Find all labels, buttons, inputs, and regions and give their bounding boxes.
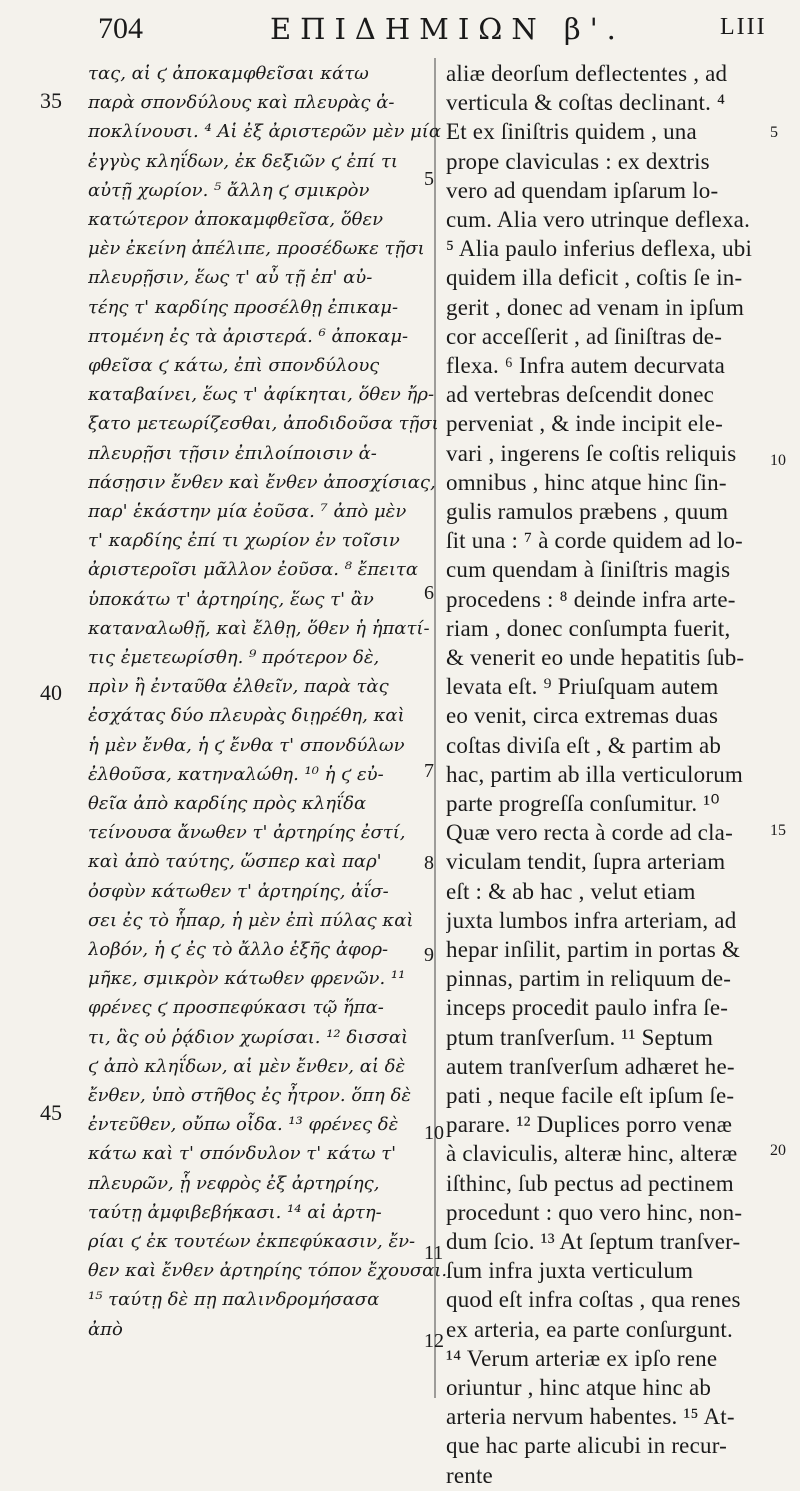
greek-text-line: θεῖα ἀπὸ καρδίης πρὸς κληΐδα	[88, 793, 367, 814]
page-number: 704	[98, 12, 143, 45]
greek-text-line: ταύτῃ ἀμφιβεβήκασι. ¹⁴ αἱ ἀρτη-	[88, 1201, 382, 1223]
latin-text-line: cum. Alia vero utrinque deflexa.	[446, 207, 751, 232]
greek-text-line: κατώτερον ἀποκαμφθεῖσα, ὅθεν	[88, 209, 384, 230]
latin-text-line: vero ad quendam ipſarum lo-	[446, 177, 719, 203]
greek-text-line: ρίαι ϛ ἐκ τουτέων ἐκπεφύκασιν, ἔν-	[88, 1231, 416, 1252]
greek-text-line: λοβόν, ἡ ϛ ἐς τὸ ἄλλο ἑξῆς ἀφορ-	[88, 939, 389, 960]
latin-text-line: pati , neque facile eſt ipſum ſe-	[446, 1083, 735, 1108]
margin-line-number: 45	[40, 1100, 62, 1125]
margin-line-number: 9	[424, 944, 434, 966]
latin-text-line: quidem illa deficit , coſtis ſe in-	[446, 265, 743, 291]
greek-text-line: ἐντεῦθεν, οὔπω οἶδα. ¹³ φρένες δὲ	[88, 1114, 399, 1136]
latin-text-line: que hac parte alicubi in recur-	[446, 1433, 727, 1459]
greek-text-line: τείνουσα ἄνωθεν τ' ἀρτηρίης ἐστί,	[88, 822, 406, 844]
latin-text-line: gulis ramulos præbens , quum	[446, 499, 729, 524]
greek-text-line: θεν καὶ ἔνθεν ἀρτηρίης τόπον ἔχουσαι.	[88, 1260, 448, 1282]
latin-text-line: Et ex ſiniſtris quidem , una	[446, 119, 697, 145]
latin-text-line: ptum tranſverſum. ¹¹ Septum	[446, 1024, 714, 1050]
latin-text-line: dum ſcio. ¹³ At ſeptum tranſver-	[446, 1229, 741, 1254]
margin-line-number: 8	[424, 852, 434, 874]
margin-line-number: 10	[770, 452, 786, 469]
greek-text-line: ποκλίνουσι. ⁴ Αἱ ἐξ ἀριστερῶν μὲν μία	[88, 121, 442, 143]
greek-text-line: καὶ ἀπὸ ταύτης, ὥσπερ καὶ παρ'	[88, 851, 382, 873]
latin-text-line: procedunt : quo vero hinc, non-	[446, 1199, 743, 1225]
latin-text-line: arteria nervum habentes. ¹⁵ At-	[446, 1404, 735, 1430]
margin-line-number: 7	[424, 760, 434, 782]
greek-text-line: ¹⁵ ταύτῃ δὲ πῃ παλινδρομήσασα	[88, 1289, 380, 1311]
latin-text-line: procedens : ⁸ deinde infra arte-	[446, 586, 736, 612]
greek-text-line: κάτω καὶ τ' σπόνδυλον τ' κάτω τ'	[88, 1143, 397, 1165]
latin-text-line: ad vertebras deſcendit donec	[446, 382, 715, 408]
margin-line-number: 6	[424, 582, 434, 604]
margin-line-number: 12	[424, 1330, 444, 1352]
greek-text-line: ἔνθεν, ὑπὸ στῆθος ἐς ἦτρον. ὅπη δὲ	[88, 1085, 411, 1106]
latin-text-line: flexa. ⁶ Infra autem decurvata	[446, 353, 726, 378]
latin-text-line: iſthinc, ſub pectus ad pectinem	[446, 1170, 734, 1196]
column-divider	[434, 58, 436, 1398]
latin-text-line: cum quendam à ſiniſtris magis	[446, 557, 731, 583]
latin-text-line: levata eſt. ⁹ Priuſquam autem	[446, 674, 719, 700]
greek-text-line: τ' καρδίης ἐπί τι χωρίον ἐν τοῖσιν	[88, 530, 400, 552]
latin-text-line: à claviculis, alteræ hinc, alteræ	[446, 1141, 738, 1167]
latin-text-line: juxta lumbos infra arteriam, ad	[446, 907, 737, 933]
latin-text-line: autem tranſverſum adhæret he-	[446, 1053, 735, 1079]
greek-text-line: τέης τ' καρδίης προσέλθῃ ἐπικαμ-	[88, 296, 399, 318]
latin-text-line: parare. ¹² Duplices porro venæ	[446, 1112, 733, 1138]
greek-text-line: πρὶν ἢ ἐνταῦθα ἐλθεῖν, παρὰ τὰς	[88, 676, 389, 698]
greek-text-line: ὀσφὺν κάτωθεν τ' ἀρτηρίης, ἀΐσ-	[88, 880, 389, 902]
latin-text-line: cor acceſſerit , ad ſiniſtras de-	[446, 323, 723, 349]
latin-text-line: perveniat , & inde incipit ele-	[446, 411, 723, 437]
latin-text-line: prope claviculas : ex dextris	[446, 148, 710, 174]
greek-text-line: ἀριστεροῖσι μᾶλλον ἐοῦσα. ⁸ ἔπειτα	[88, 559, 418, 581]
latin-text-line: oriuntur , hinc atque hinc ab	[446, 1375, 712, 1400]
greek-text-line: παρὰ σπονδύλους καὶ πλευρὰς ἀ-	[88, 92, 395, 114]
latin-text-line: aliæ deorſum deflectentes , ad	[446, 61, 728, 86]
latin-text-line: Quæ vero recta à corde ad cla-	[446, 820, 733, 846]
latin-text-line: omnibus , hinc atque hinc ſin-	[446, 469, 727, 495]
greek-text-line: πλευρῇσιν, ἕως τ' αὖ τῇ ἐπ' αὐ-	[88, 267, 373, 289]
latin-text-line: ex arteria, ea parte conſurgunt.	[446, 1316, 733, 1342]
greek-text-line: φρένες ϛ προσπεφύκασι τῷ ἥπα-	[88, 997, 384, 1019]
greek-text-line: τι, ἃς οὐ ῥᾴδιον χωρίσαι. ¹² δισσαὶ	[88, 1026, 409, 1048]
latin-text-line: riam , donec conſumpta fuerit,	[446, 615, 731, 641]
greek-text-line: ϛ ἀπὸ κληΐδων, αἱ μὲν ἔνθεν, αἱ δὲ	[88, 1055, 406, 1077]
margin-line-number: 11	[424, 1242, 444, 1264]
greek-text-line: παρ' ἑκάστην μία ἐοῦσα. ⁷ ἀπὸ μὲν	[88, 501, 407, 522]
latin-text-line: pinnas, partim in reliquum de-	[446, 966, 732, 992]
latin-text-line: eo venit, circa extremas duas	[446, 703, 719, 729]
greek-text-line: καταναλωθῇ, καὶ ἔλθῃ, ὅθεν ἡ ἡπατί-	[88, 617, 430, 639]
latin-text-line: gerit , donec ad venam in ipſum	[446, 294, 745, 320]
latin-text-line: ſit una : ⁷ à corde quidem ad lo-	[446, 528, 743, 554]
margin-line-number: 5	[424, 168, 434, 190]
latin-text-line: verticula & coſtas declinant. ⁴	[446, 90, 726, 116]
greek-text-line: ἀπὸ	[88, 1318, 123, 1340]
greek-text-line: ἐλθοῦσα, κατηναλώθη. ¹⁰ ἡ ϛ εὐ-	[88, 763, 384, 785]
greek-text-line: ἐγγὺς κληΐδων, ἐκ δεξιῶν ϛ ἐπί τι	[88, 150, 398, 172]
latin-text-line: hepar inſilit, partim in portas &	[446, 937, 741, 962]
greek-text-line: μῆκε, σμικρὸν κάτωθεν φρενῶν. ¹¹	[88, 968, 406, 990]
greek-text-line: ἐσχάτας δύο πλευρὰς διῃρέθη, καὶ	[88, 705, 405, 727]
latin-text-line: inceps procedit paulo infra ſe-	[446, 995, 729, 1021]
greek-text-line: καταβαίνει, ἕως τ' ἀφίκηται, ὅθεν ἤρ-	[88, 384, 435, 406]
margin-line-number: 35	[40, 88, 62, 113]
greek-text-line: πλευρῶν, ᾗ νεφρὸς ἐξ ἀρτηρίης,	[88, 1172, 380, 1194]
latin-text-line: ¹⁴ Verum arteriæ ex ipſo rene	[446, 1345, 718, 1371]
latin-text-line: vari , ingerens ſe coſtis reliquis	[446, 440, 737, 466]
greek-text-line: ξατο μετεωρίζεσθαι, ἀποδιδοῦσα τῇσι	[88, 413, 439, 435]
margin-line-number: 15	[770, 822, 786, 839]
greek-text-line: πάσῃσιν ἔνθεν καὶ ἔνθεν ἀποσχίσιας,	[88, 471, 436, 493]
margin-line-number: 20	[770, 1142, 786, 1159]
greek-text-line: μὲν ἐκείνη ἀπέλιπε, προσέδωκε τῇσι	[88, 238, 425, 260]
greek-text-line: τις ἐμετεωρίσθη. ⁹ πρότερον δὲ,	[88, 647, 380, 668]
latin-text-line: viculam tendit, ſupra arteriam	[446, 849, 726, 875]
latin-text-line: ſum infra juxta verticulum	[446, 1258, 694, 1284]
running-header	[0, 10, 800, 56]
margin-line-number: 10	[424, 1122, 444, 1144]
latin-text-line: ⁵ Alia paulo inferius deflexa, ubi	[446, 236, 753, 262]
latin-text-line: eſt : & ab hac , velut etiam	[446, 878, 696, 904]
page-title: ΕΠΙΔΗΜΙΩΝ β'.	[270, 12, 625, 46]
signature-mark: LIII	[720, 14, 767, 40]
greek-text-line: σει ἐς τὸ ἧπαρ, ἡ μὲν ἐπὶ πύλας καὶ	[88, 909, 414, 931]
greek-text-line: πτομένη ἐς τὰ ἀριστερά. ⁶ ἀποκαμ-	[88, 325, 409, 347]
latin-text-line: parte progreſſa conſumitur. ¹⁰	[446, 791, 720, 816]
latin-text-line: hac, partim ab illa verticulorum	[446, 761, 743, 787]
greek-text-line: φθεῖσα ϛ κάτω, ἐπὶ σπονδύλους	[88, 355, 380, 376]
greek-text-line: πλευρῇσι τῇσιν ἐπιλοίποισιν ἁ-	[88, 442, 377, 464]
greek-text-line: ὑποκάτω τ' ἀρτηρίης, ἕως τ' ἂν	[88, 588, 374, 610]
greek-text-line: αὐτῇ χωρίον. ⁵ ἄλλη ϛ σμικρὸν	[88, 179, 370, 201]
greek-text-line: τας, αἱ ϛ ἀποκαμφθεῖσαι κάτω	[88, 63, 369, 84]
latin-text-line: & venerit eo unde hepatitis ſub-	[446, 645, 745, 670]
greek-text-line: ἡ μὲν ἔνθα, ἡ ϛ ἔνθα τ' σπονδύλων	[88, 734, 405, 756]
margin-line-number: 5	[770, 124, 778, 141]
latin-text-line: quod eſt infra coſtas , qua renes	[446, 1287, 741, 1313]
latin-text-line: coſtas diviſa eſt , & partim ab	[446, 732, 722, 758]
latin-text-line: rente	[446, 1462, 493, 1488]
margin-line-number: 40	[40, 680, 62, 705]
